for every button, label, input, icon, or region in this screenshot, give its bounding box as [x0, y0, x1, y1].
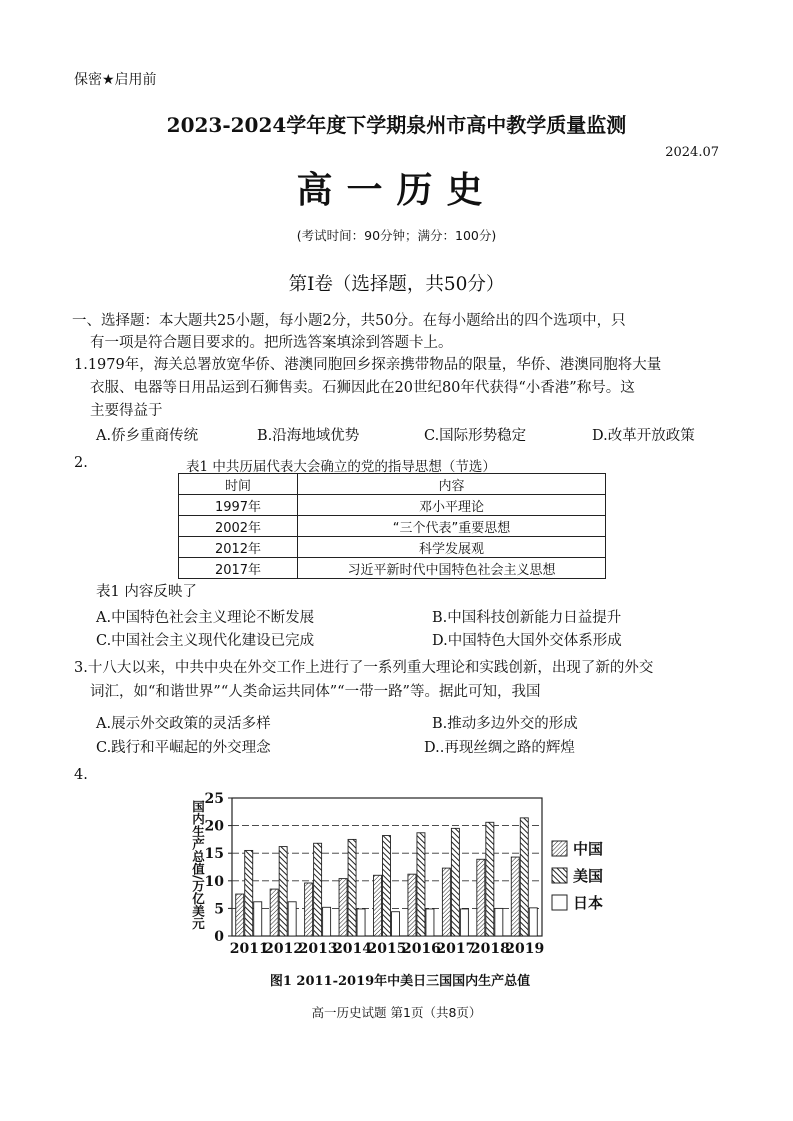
- exam-date: 2024.07: [665, 145, 719, 160]
- bar-china: [339, 879, 347, 936]
- q3-option-b: B.推动多边外交的形成: [432, 716, 578, 732]
- x-tick-label: 2011: [229, 941, 269, 957]
- table-row: [179, 558, 606, 579]
- bar-japan: [254, 902, 262, 936]
- bar-china: [511, 857, 519, 936]
- q2-number: 2.: [74, 455, 88, 471]
- table-header-cell: 时间: [179, 474, 298, 495]
- x-tick-label: 2014: [333, 941, 373, 957]
- y-axis-label: 国内生产总值/万亿美元: [190, 800, 206, 930]
- bar-usa: [486, 822, 494, 936]
- legend-label: 美国: [573, 867, 604, 885]
- bar-china: [408, 874, 416, 936]
- q1-line3: 主要得益于: [90, 403, 163, 419]
- bar-usa: [451, 828, 459, 936]
- table-header-row: [179, 474, 606, 495]
- q2-option-d: D.中国特色大国外交体系形成: [432, 633, 622, 649]
- table-cell: 习近平新时代中国特色社会主义思想: [298, 558, 606, 579]
- bar-china: [442, 868, 450, 936]
- time-note: (考试时间：90分钟；满分：100分): [296, 228, 497, 243]
- table-row: [179, 516, 606, 537]
- guiding-thought-table: [178, 473, 606, 579]
- table-header-cell: 内容: [298, 474, 606, 495]
- page-footer: 高一历史试题 第1页（共8页）: [311, 1005, 482, 1020]
- bar-usa: [314, 843, 322, 936]
- legend-swatch: [552, 895, 567, 910]
- table-row: [179, 537, 606, 558]
- bar-usa: [383, 836, 391, 936]
- y-tick-label: 10: [204, 873, 224, 890]
- legend-label: 日本: [573, 894, 604, 912]
- table-row: [179, 495, 606, 516]
- legend-swatch: [552, 841, 567, 856]
- bar-japan: [495, 908, 503, 936]
- bar-japan: [323, 907, 331, 936]
- x-tick-label: 2016: [401, 941, 441, 957]
- q3-option-d: D..再现丝绸之路的辉煌: [424, 740, 575, 756]
- q1-option-a: A.侨乡重商传统: [96, 428, 199, 444]
- x-tick-label: 2015: [367, 941, 407, 957]
- bar-china: [477, 859, 485, 936]
- q1-option-c: C.国际形势稳定: [424, 428, 527, 444]
- bar-japan: [357, 909, 365, 936]
- bar-china: [305, 883, 313, 936]
- bar-japan: [288, 902, 296, 936]
- bar-japan: [426, 909, 434, 936]
- x-tick-label: 2013: [298, 941, 338, 957]
- bar-usa: [348, 839, 356, 936]
- table-cell: 邓小平理论: [298, 495, 606, 516]
- y-tick-label: 20: [204, 818, 224, 835]
- q1-line1: 1.1979年，海关总署放宽华侨、港澳同胞回乡探亲携带物品的限量，华侨、港澳同胞将大量: [74, 357, 662, 373]
- q4-number: 4.: [74, 767, 88, 783]
- bar-china: [374, 875, 382, 936]
- table-cell: “三个代表”重要思想: [298, 516, 606, 537]
- subject-title: 高一历史: [296, 169, 497, 211]
- bar-china: [236, 894, 244, 936]
- bar-usa: [279, 847, 287, 936]
- table-cell: 科学发展观: [298, 537, 606, 558]
- bar-japan: [460, 909, 468, 936]
- table-cell: 2012年: [179, 537, 298, 558]
- bar-usa: [520, 818, 528, 936]
- section-intro-line2: 有一项是符合题目要求的。把所选答案填涂到答题卡上。: [90, 335, 453, 351]
- q3-line2: 词汇，如“和谐世界”“人类命运共同体”“一带一路”等。据此可知，我国: [90, 684, 541, 700]
- legend-label: 中国: [573, 840, 604, 858]
- x-tick-label: 2019: [505, 941, 545, 957]
- confidential-mark: 保密★启用前: [74, 72, 157, 88]
- q1-option-d: D.改革开放政策: [592, 428, 695, 444]
- bar-usa: [245, 850, 253, 936]
- q1-line2: 衣服、电器等日用品运到石狮售卖。石狮因此在20世纪80年代获得“小香港”称号。这: [90, 380, 635, 396]
- q2-option-b: B.中国科技创新能力日益提升: [432, 610, 622, 626]
- y-tick-label: 0: [214, 929, 224, 945]
- table-cell: 2017年: [179, 558, 298, 579]
- q3-line1: 3.十八大以来，中共中央在外交工作上进行了一系列重大理论和实践创新，出现了新的外交: [74, 660, 654, 676]
- x-tick-label: 2012: [264, 941, 304, 957]
- bar-japan: [529, 908, 537, 936]
- x-tick-label: 2017: [436, 941, 476, 957]
- exam-title: 2023-2024学年度下学期泉州市高中教学质量监测: [166, 113, 627, 137]
- legend-swatch: [552, 868, 567, 883]
- table-cell: 1997年: [179, 495, 298, 516]
- q2-table-caption: 表1 中共历届代表大会确立的党的指导思想（节选）: [186, 459, 496, 475]
- q2-option-a: A.中国特色社会主义理论不断发展: [96, 610, 315, 626]
- q2-stem: 表1 内容反映了: [96, 584, 197, 600]
- volume-heading: 第Ⅰ卷（选择题，共50分）: [288, 274, 505, 295]
- bar-china: [270, 889, 278, 936]
- q3-option-c: C.践行和平崛起的外交理念: [96, 740, 271, 756]
- gdp-bar-chart: [180, 786, 620, 998]
- q1-option-b: B.沿海地域优势: [257, 428, 360, 444]
- y-tick-label: 25: [204, 791, 224, 807]
- q2-option-c: C.中国社会主义现代化建设已完成: [96, 633, 315, 649]
- y-tick-label: 15: [204, 846, 224, 863]
- bar-japan: [392, 912, 400, 936]
- y-tick-label: 5: [214, 901, 224, 918]
- section-intro-line1: 一、选择题：本大题共25小题，每小题2分，共50分。在每小题给出的四个选项中，只: [72, 313, 626, 329]
- q3-option-a: A.展示外交政策的灵活多样: [96, 716, 271, 732]
- table-cell: 2002年: [179, 516, 298, 537]
- chart-caption: 图1 2011-2019年中美日三国国内生产总值: [269, 974, 531, 989]
- bar-usa: [417, 833, 425, 936]
- x-tick-label: 2018: [470, 941, 510, 957]
